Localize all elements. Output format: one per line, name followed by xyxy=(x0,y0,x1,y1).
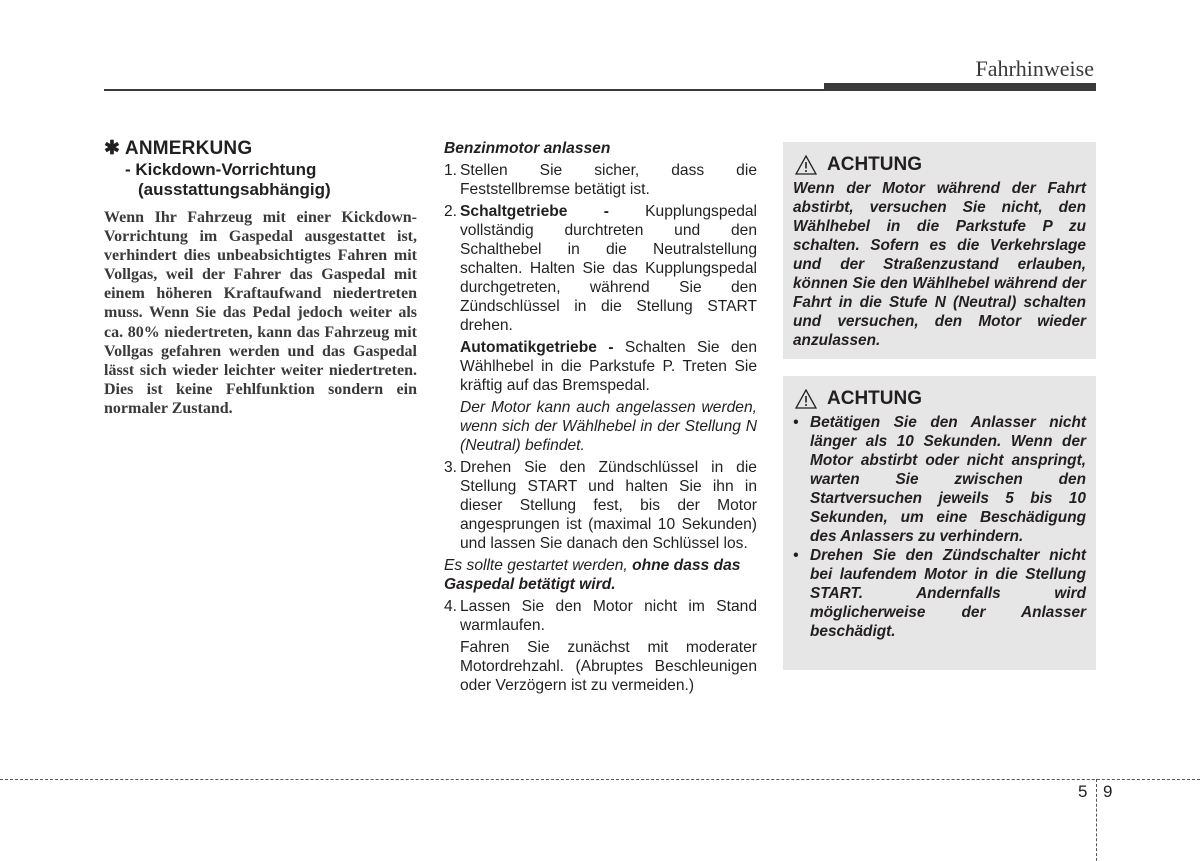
start-section xyxy=(444,139,757,695)
remark-italic: Es sollte gestartet werden, xyxy=(444,557,628,574)
step-text-rest: Schalten Sie den Wählhebel in die Parkstufe P. Treten Sie kräftig auf das Bremspedal. xyxy=(460,339,757,394)
footer-dashed-rule xyxy=(0,779,1200,780)
step-2-note: Der Motor kann auch angelassen werden, wenn sich der Wählhebel in der Stellung N (Neutral) befindet. xyxy=(460,399,757,454)
caution-heading xyxy=(795,386,1086,412)
caution-text: Wenn der Motor während der Fahrt abstirbt, versuchen Sie nicht, den Wählhebel in die Parkstufe P zu schalten. Sofern es die Verkehrslage und der Straßenzustand erlauben, können Sie den Wählhebel während der Fahrt in die Stufe N (Neutral) schalten und versuchen, den Motor wieder anzulassen. xyxy=(793,180,1086,349)
note-subheading: - Kickdown-Vorrichtung xyxy=(125,160,317,179)
step-4 xyxy=(444,597,757,635)
step-number: 1. xyxy=(444,162,458,179)
note-heading-text: ANMERKUNG xyxy=(124,138,253,159)
step-number: 3. xyxy=(444,459,458,476)
caution-list xyxy=(793,413,1086,641)
caution-box-2 xyxy=(783,376,1096,670)
caution-heading-text: ACHTUNG xyxy=(827,154,922,175)
note-section xyxy=(104,138,417,418)
header-rule-thin xyxy=(104,89,824,91)
caution-box-1 xyxy=(783,142,1096,359)
warning-triangle-icon xyxy=(795,155,817,175)
step-label-bold: Schaltgetriebe - xyxy=(460,203,609,220)
note-subheading-2: (ausstattungsabhängig) xyxy=(138,180,331,199)
caution-item xyxy=(793,546,1086,641)
page-header-title: Fahrhinweise xyxy=(975,56,1094,81)
step-3 xyxy=(444,458,757,553)
chapter-number: 5 xyxy=(1078,782,1088,801)
bullet-icon: • xyxy=(793,414,799,431)
step-text: Drehen Sie den Zündschlüssel in die Stellung START und halten Sie ihn in dieser Stellung fest, bis der Motor angesprungen ist (maximal 10 Sekunden) und lassen Sie danach den Schlüssel los. xyxy=(460,459,757,552)
caution-heading-text: ACHTUNG xyxy=(827,388,922,409)
header-rule-thick xyxy=(824,83,1096,91)
caution-heading xyxy=(795,152,1086,178)
warning-triangle-icon xyxy=(795,389,817,409)
step-label-bold: Automatikgetriebe - xyxy=(460,339,614,356)
footer-page-divider xyxy=(1096,779,1097,861)
step-1 xyxy=(444,161,757,199)
step-4-detail: Fahren Sie zunächst mit moderater Motordrehzahl. (Abruptes Beschleunigen oder Verzögern ist zu vermeiden.) xyxy=(460,639,757,694)
step-text: Stellen Sie sicher, dass die Feststellbremse betätigt ist. xyxy=(460,162,757,198)
caution-item-text: Drehen Sie den Zündschalter nicht bei laufendem Motor in die Stellung START. Andernfalls wird möglicherweise der Anlasser beschädigt. xyxy=(810,547,1086,640)
remark-bold: ohne dass das Gaspedal betätigt wird. xyxy=(444,557,741,593)
asterisk-icon: ✱ xyxy=(104,138,121,159)
note-body: Wenn Ihr Fahrzeug mit einer Kickdown-Vorrichtung im Gaspedal ausgestattet ist, verhindert dies unbeabsichtigtes Fahren mit Vollgas, weil der Fahrer das Gaspedal mit einem höheren Kraftaufwand niedertreten muss. Wenn Sie das Pedal jedoch weiter als ca. 80% niedertreten, kann das Fahrzeug mit Vollgas gefahren werden und das Gaspedal lässt sich wieder leichter weiter niedertreten. Dies ist keine Fehlfunktion sondern ein normaler Zustand. xyxy=(104,209,417,417)
caution-item-text: Betätigen Sie den Anlasser nicht länger als 10 Sekunden. Wenn der Motor abstirbt oder nicht anspringt, warten Sie zwischen den Startversuchen jeweils 5 bis 10 Sekunden, um eine Beschädigung des Anlassers zu verhindern. xyxy=(810,414,1086,545)
caution-item xyxy=(793,413,1086,546)
step-number: 2. xyxy=(444,203,458,220)
start-remark xyxy=(444,556,757,594)
step-text: Lassen Sie den Motor nicht im Stand warmlaufen. xyxy=(460,598,757,634)
step-text-rest: Kupplungspedal vollständig durchtreten und den Schalthebel in die Neutralstellung schalten. Halten Sie das Kupplungspedal durchgetreten, während Sie den Zündschlüssel in die Stellung START drehen. xyxy=(460,203,758,334)
step-2-automatic xyxy=(460,338,757,395)
step-number: 4. xyxy=(444,598,458,615)
step-2 xyxy=(444,202,757,335)
note-heading xyxy=(104,138,417,160)
step-text xyxy=(460,202,757,335)
page-number: 9 xyxy=(1103,782,1113,801)
bullet-icon: • xyxy=(793,547,799,564)
section-title: Benzinmotor anlassen xyxy=(444,140,611,157)
